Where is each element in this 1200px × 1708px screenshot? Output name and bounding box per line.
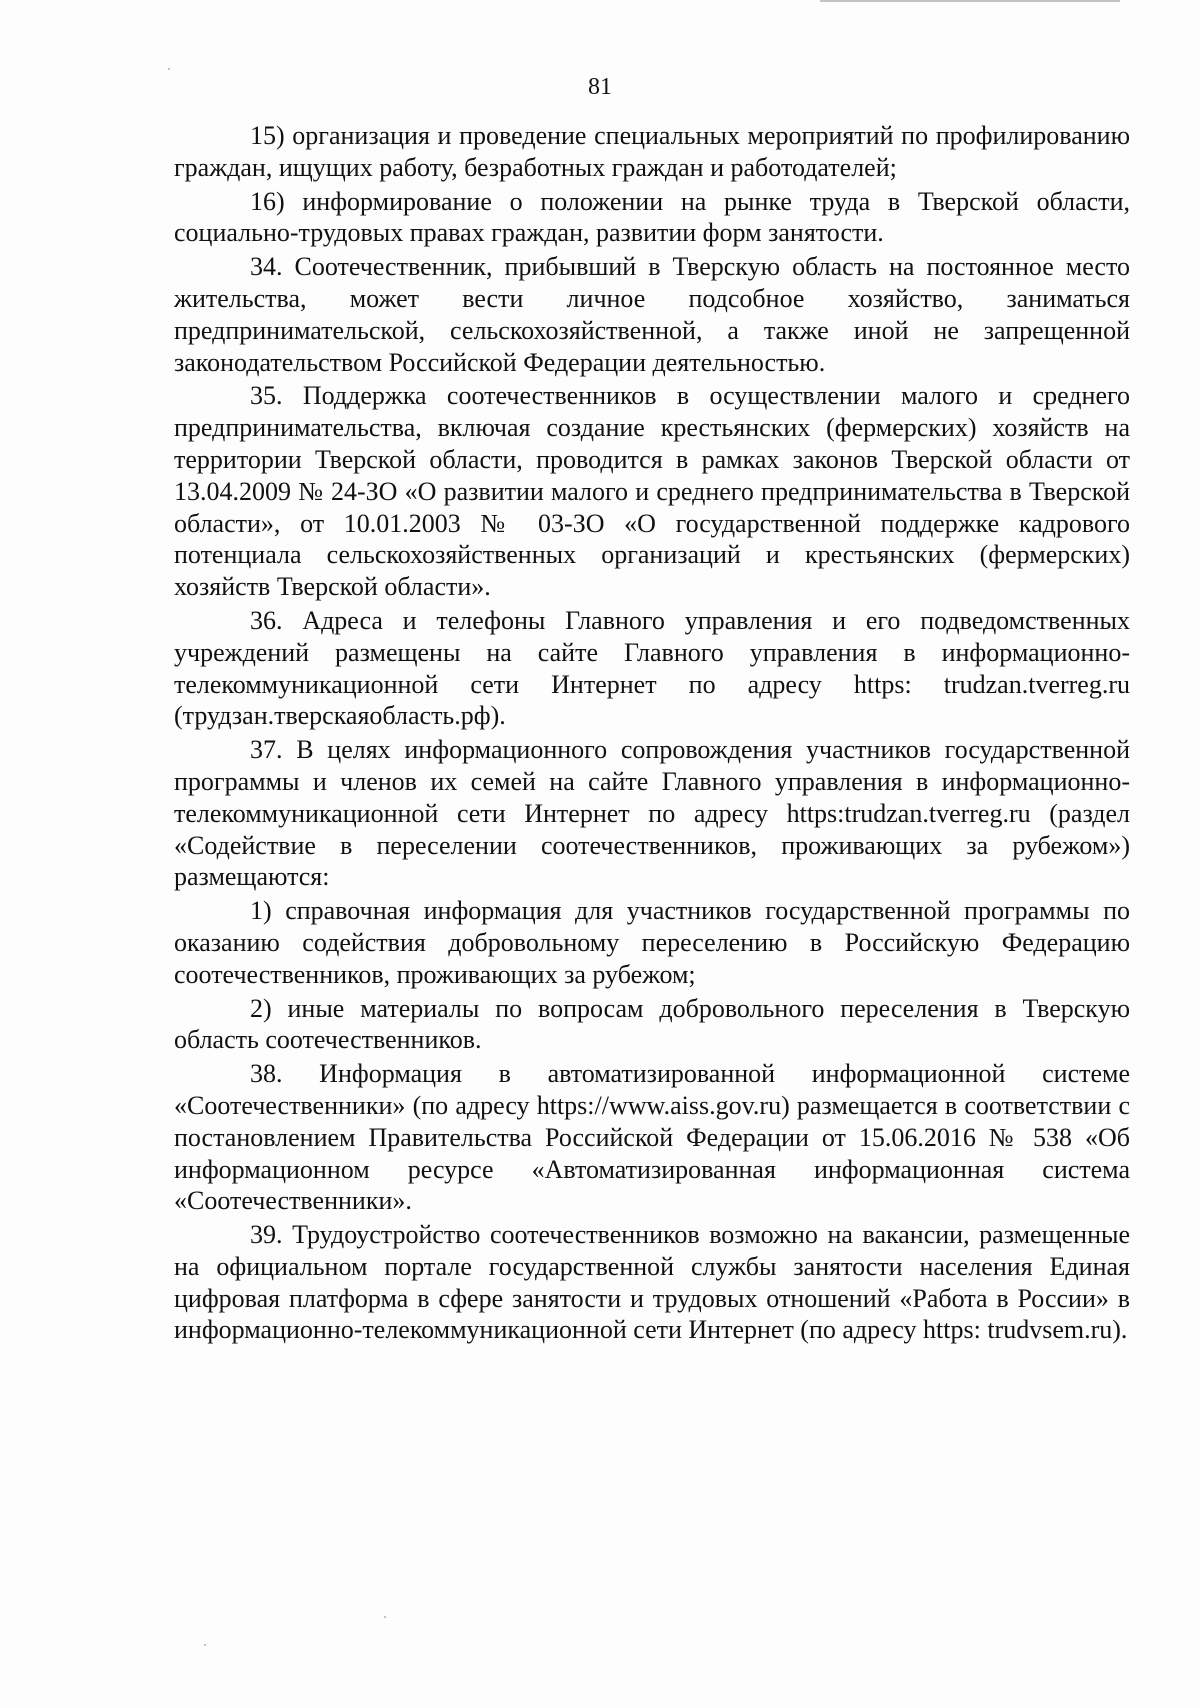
- paragraph-38: 38. Информация в автоматизированной информационной системе «Соотечественники» (по адресу https://www.aiss.gov.ru) размещается в соответствии с постановлением Правительства Российской Федерации от 15.06.2016 № 538 «Об информационном ресурсе «Автоматизированная информационная система «Соотечественники».: [174, 1059, 1130, 1216]
- paragraph-39: 39. Трудоустройство соотечественников возможно на вакансии, размещенные на официальном портале государственной службы занятости населения Единая цифровая платформа в сфере занятости и трудовых отношений «Работа в России» в информационно-телекоммуникационной сети Интернет (по адресу https: trudvsem.ru).: [174, 1220, 1130, 1345]
- paragraph-37: 37. В целях информационного сопровождения участников государственной программы и членов их семей на сайте Главного управления в информационно-телекоммуникационной сети Интернет по адресу https:trudzan.tverreg.ru (раздел «Содействие в переселении соотечественников, проживающих за рубежом») размещаются:: [174, 735, 1130, 892]
- scan-artifact-top-line: [820, 0, 1120, 2]
- document-body: [174, 120, 1130, 1348]
- paragraph-37-item-2: 2) иные материалы по вопросам добровольного переселения в Тверскую область соотечественников.: [174, 993, 1130, 1055]
- paragraph-34: 34. Соотечественник, прибывший в Тверскую область на постоянное место жительства, может вести личное подсобное хозяйство, заниматься предпринимательской, сельскохозяйственной, а также иной не запрещенной законодательством Российской Федерации деятельностью.: [174, 252, 1130, 377]
- page-number: 81: [588, 74, 612, 100]
- paragraph-37-item-1: 1) справочная информация для участников государственной программы по оказанию содействия добровольному переселению в Российскую Федерацию соотечественников, проживающих за рубежом;: [174, 896, 1130, 989]
- scan-artifact-dot: [384, 1616, 386, 1618]
- scan-artifact-dot: [204, 1644, 206, 1646]
- scan-artifact-dot: [168, 68, 170, 70]
- paragraph-item-15: 15) организация и проведение специальных мероприятий по профилированию граждан, ищущих работу, безработных граждан и работодателей;: [174, 121, 1130, 182]
- paragraph-36: 36. Адреса и телефоны Главного управления и его подведомственных учреждений размещены на сайте Главного управления в информационно-телекоммуникационной сети Интернет по адресу https: trudzan.tverreg.ru (трудзан.тверскаяобласть.рф).: [174, 605, 1130, 731]
- paragraph-item-16: 16) информирование о положении на рынке труда в Тверской области, социально-трудовых правах граждан, развитии форм занятости.: [174, 186, 1130, 248]
- paragraph-35: 35. Поддержка соотечественников в осуществлении малого и среднего предпринимательства, включая создание крестьянских (фермерских) хозяйств на территории Тверской области, проводится в рамках законов Тверской области от 13.04.2009 № 24-ЗО «О развитии малого и среднего предпринимательства в Тверской области», от 10.01.2003 № 03-ЗО «О государственной поддержке кадрового потенциала сельскохозяйственных организаций и крестьянских (фермерских) хозяйств Тверской области».: [174, 381, 1130, 602]
